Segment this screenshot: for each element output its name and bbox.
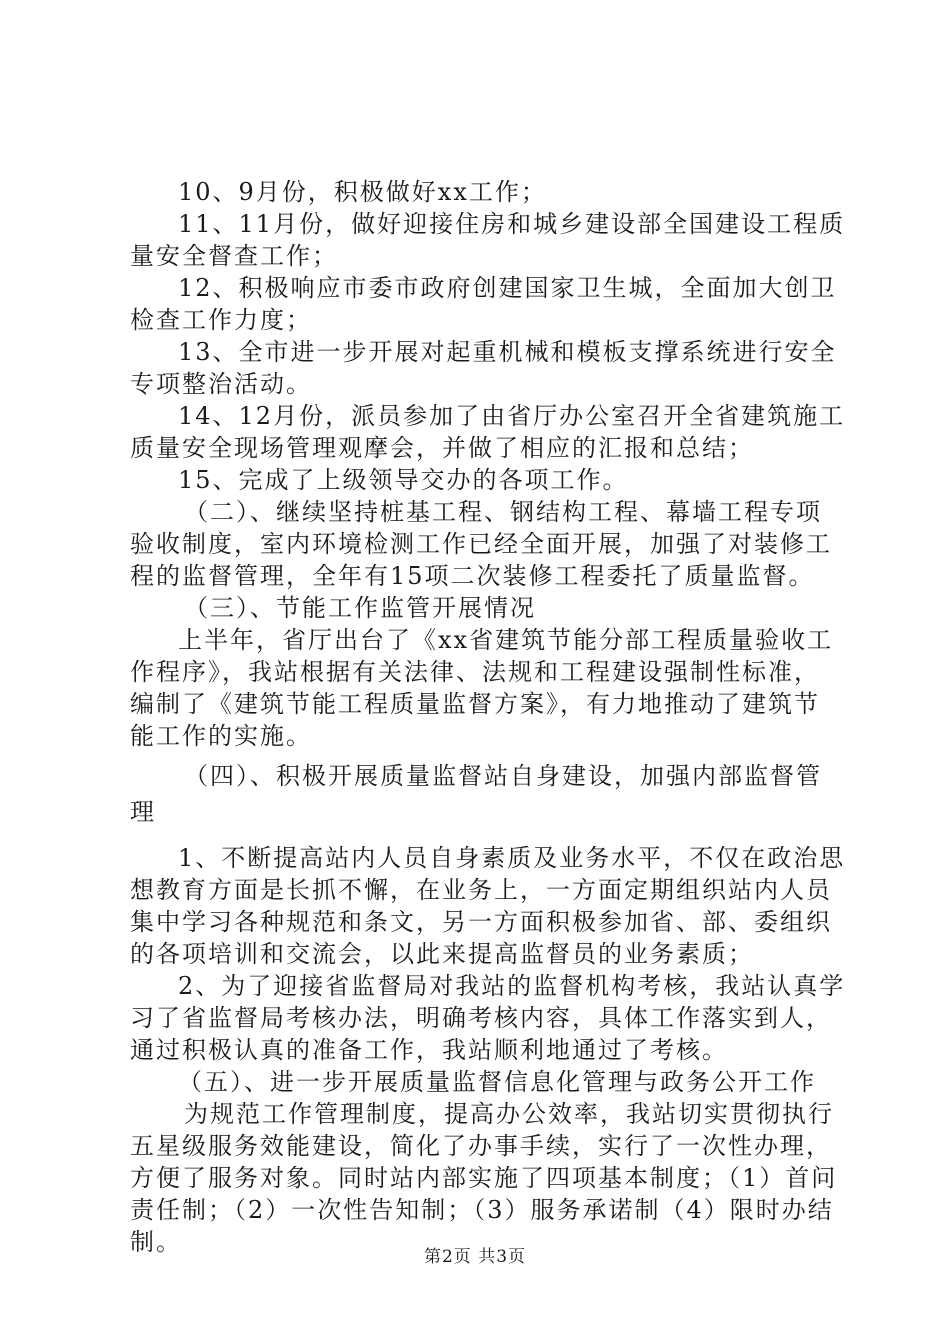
text-line: 通过积极认真的准备工作，我站顺利地通过了考核。 bbox=[130, 1036, 728, 1064]
text-line: （五）、进一步开展质量监督信息化管理与政务公开工作 bbox=[178, 1068, 816, 1096]
text-line: 责任制；（2）一次性告知制；（3）服务承诺制（4）限时办结 bbox=[130, 1196, 834, 1224]
text-line: 15、完成了上级领导交办的各项工作。 bbox=[178, 466, 629, 494]
text-line: 专项整治活动。 bbox=[130, 370, 312, 398]
text-line: 10、9月份，积极做好xx工作； bbox=[178, 178, 547, 206]
page-number: 第2页 共3页 bbox=[423, 1247, 527, 1267]
text-line: 12、积极响应市委市政府创建国家卫生城，全面加大创卫 bbox=[178, 274, 837, 302]
text-line: 验收制度，室内环境检测工作已经全面开展，加强了对装修工 bbox=[130, 530, 832, 558]
text-line: 量安全督查工作； bbox=[130, 242, 338, 270]
text-line: 为规范工作管理制度，提高办公效率，我站切实贯彻执行 bbox=[184, 1100, 834, 1128]
text-line: 检查工作力度； bbox=[130, 306, 312, 334]
text-line: 编制了《建筑节能工程质量监督方案》，有力地推动了建筑节 bbox=[130, 690, 820, 718]
text-line: （四）、积极开展质量监督站自身建设，加强内部监督管 bbox=[184, 762, 822, 790]
text-line: 能工作的实施。 bbox=[130, 722, 312, 750]
text-line: 11、11月份，做好迎接住房和城乡建设部全国建设工程质 bbox=[178, 210, 846, 238]
text-line: 1、不断提高站内人员自身素质及业务水平，不仅在政治思 bbox=[178, 844, 846, 872]
text-line: 程的监督管理，全年有15项二次装修工程委托了质量监督。 bbox=[130, 562, 815, 590]
text-line: 想教育方面是长抓不懈，在业务上，一方面定期组织站内人员 bbox=[130, 876, 832, 904]
text-line: 的各项培训和交流会，以此来提高监督员的业务素质； bbox=[130, 940, 754, 968]
text-line: 理 bbox=[130, 798, 156, 826]
text-line: 作程序》，我站根据有关法律、法规和工程建设强制性标准， bbox=[130, 658, 820, 686]
text-line: 2、为了迎接省监督局对我站的监督机构考核，我站认真学 bbox=[178, 972, 846, 1000]
text-line: 方便了服务对象。同时站内部实施了四项基本制度；（1）首问 bbox=[130, 1164, 838, 1192]
text-line: 13、全市进一步开展对起重机械和模板支撑系统进行安全 bbox=[178, 338, 837, 366]
text-line: （二）、继续坚持桩基工程、钢结构工程、幕墙工程专项 bbox=[184, 498, 822, 526]
text-line: 14、12月份，派员参加了由省厅办公室召开全省建筑施工 bbox=[178, 402, 846, 430]
text-line: 上半年，省厅出台了《xx省建筑节能分部工程质量验收工 bbox=[178, 626, 834, 654]
text-line: 习了省监督局考核办法，明确考核内容，具体工作落实到人， bbox=[130, 1004, 832, 1032]
text-line: 制。 bbox=[130, 1228, 182, 1256]
text-line: 质量安全现场管理观摩会，并做了相应的汇报和总结； bbox=[130, 434, 754, 462]
text-line: 五星级服务效能建设，简化了办事手续，实行了一次性办理， bbox=[130, 1132, 832, 1160]
text-line: （三）、节能工作监管开展情况 bbox=[184, 594, 536, 622]
text-line: 集中学习各种规范和条文，另一方面积极参加省、部、委组织 bbox=[130, 908, 832, 936]
